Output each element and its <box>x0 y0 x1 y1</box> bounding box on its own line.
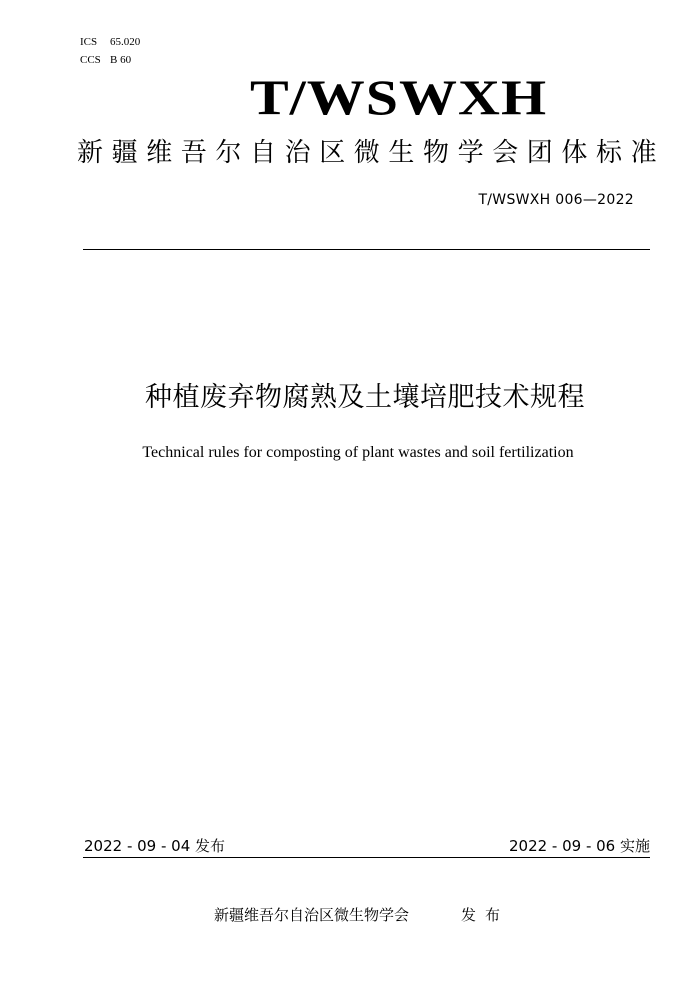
standard-logo: T/WSWXH <box>250 69 548 126</box>
title-english: Technical rules for composting of plant wastes and soil fertilization <box>142 444 574 461</box>
bottom-divider <box>83 857 650 858</box>
ics-code: 65.020 <box>110 36 141 48</box>
standard-number: T/WSWXH 006—2022 <box>478 192 634 208</box>
title-chinese: 种植废弃物腐熟及土壤培肥技术规程 <box>145 382 585 413</box>
issuer-name: 新疆维吾尔自治区微生物学会 <box>214 906 410 924</box>
publish-date: 2022 - 09 - 04 发布 <box>84 837 226 855</box>
ics-line <box>80 35 140 49</box>
issue-word: 发布 <box>461 906 510 924</box>
ics-label: ICS <box>80 36 98 48</box>
ccs-code: B 60 <box>110 54 132 66</box>
ccs-label: CCS <box>80 54 101 66</box>
top-divider <box>83 249 650 250</box>
ccs-line <box>80 53 131 67</box>
organization-standard-title: 新疆维吾尔自治区微生物学会团体标准 <box>77 138 666 168</box>
implement-date: 2022 - 09 - 06 实施 <box>508 837 650 855</box>
